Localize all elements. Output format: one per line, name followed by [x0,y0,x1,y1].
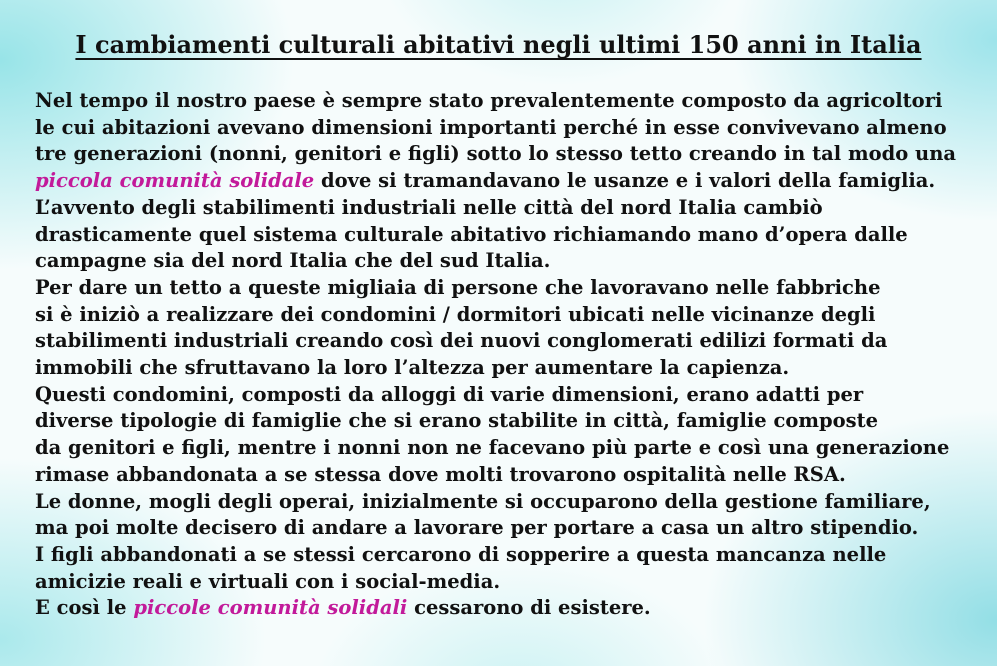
text-line: tre generazioni (nonni, genitori e figli) sotto lo stesso tetto creando in tal modo una [35,142,957,166]
text-line: Questi condomini, composti da alloggi di varie dimensioni, erano adatti per [35,382,864,406]
text-line: si è iniziò a realizzare dei condomini / dormitori ubicati nelle vicinanze degli [35,302,876,326]
text-line [35,168,985,195]
page-title: I cambiamenti culturali abitativi negli ultimi 150 anni in Italia [75,30,922,59]
text-line: ma poi molte decisero di andare a lavorare per portare a casa un altro stipendio. [35,516,919,540]
text-line: campagne sia del nord Italia che del sud Italia. [35,249,551,273]
text-line: rimase abbandonata a se stessa dove molti trovarono ospitalità nelle RSA. [35,462,846,486]
body-text [35,88,985,622]
line-suffix: dove si tramandavano le usanze e i valori della famiglia. [314,169,936,193]
line-prefix: E così le [35,596,134,620]
text-line: da genitori e figli, mentre i nonni non ne facevano più parte e così una generazione [35,436,950,460]
text-line: I figli abbandonati a se stessi cercarono di sopperire a questa mancanza nelle [35,542,887,566]
highlighted-phrase: piccole comunità solidali [133,596,408,620]
text-line: drasticamente quel sistema culturale abitativo richiamando mano d’opera dalle [35,222,908,246]
text-line: le cui abitazioni avevano dimensioni importanti perché in esse convivevano almeno [35,115,947,139]
text-line: immobili che sfruttavano la loro l’altezza per aumentare la capienza. [35,356,790,380]
text-line: Per dare un tetto a queste migliaia di persone che lavoravano nelle fabbriche [35,275,881,299]
text-line: amicizie reali e virtuali con i social-media. [35,569,501,593]
text-line: stabilimenti industriali creando così dei nuovi conglomerati edilizi formati da [35,329,888,353]
line-suffix: cessarono di esistere. [407,596,651,620]
text-line: Le donne, mogli degli operai, inizialmente si occuparono della gestione familiare, [35,489,931,513]
text-line: diverse tipologie di famiglie che si erano stabilite in città, famiglie composte [35,409,879,433]
text-line: L’avvento degli stabilimenti industriali nelle città del nord Italia cambiò [35,195,823,219]
text-line [35,595,985,622]
text-line: Nel tempo il nostro paese è sempre stato prevalentemente composto da agricoltori [35,89,943,112]
highlighted-phrase: piccola comunità solidale [35,169,315,193]
